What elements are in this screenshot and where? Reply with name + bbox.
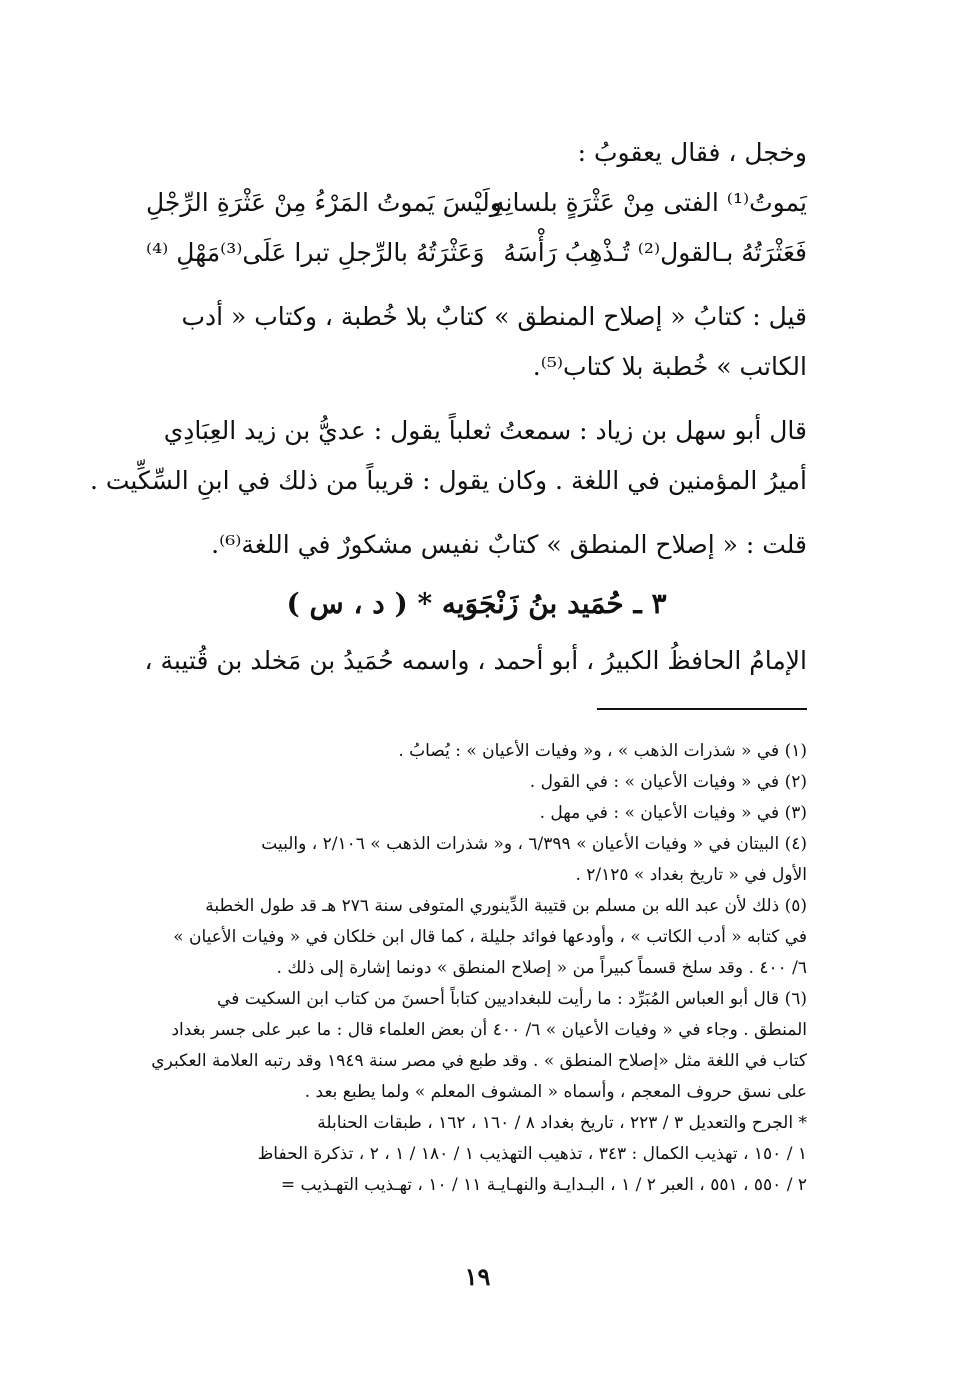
paragraph-3: قلت : « إصلاح المنطق » كتابٌ نفيس مشكورٌ في اللغة⁽⁶⁾.	[211, 530, 807, 559]
verse-line-2	[146, 228, 807, 278]
paragraph-1-line-1: قيل : كتابُ « إصلاح المنطق » كتابٌ بلا خُطبة ، وكتاب « أدب	[181, 302, 807, 331]
footnotes	[146, 736, 807, 1201]
page-number: ١٩	[464, 1262, 491, 1291]
footnote-line: (٤) البيتان في « وفيات الأعيان » ٦/٣٩٩ ، و« شذرات الذهب » ٢/١٠٦ ، والبيت	[261, 834, 807, 854]
paragraph-2-line-1: قال أبو سهل بن زياد : سمعتُ ثعلباً يقول : عديُّ بن زيد العِبَادِي	[163, 416, 807, 445]
intro-line: وخجل ، فقال يعقوبُ :	[577, 138, 807, 167]
footnote-line: الأول في « تاريخ بغداد » ٢/١٢٥ .	[575, 865, 807, 885]
footnote-line: (٢) في « وفيات الأعيان » : في القول .	[529, 772, 807, 792]
footnote-line: في كتابه « أدب الكاتب » ، وأودعها فوائد جليلة ، كما قال ابن خلكان في « وفيات الأعيان »	[173, 927, 807, 947]
paragraph-2-line-2: أميرُ المؤمنين في اللغة . وكان يقول : قريباً من ذلك في ابنِ السِّكِّيت .	[89, 466, 807, 495]
footnote-line: (٣) في « وفيات الأعيان » : في مهل .	[539, 803, 807, 823]
verse2-left-hemistich: وَعَثْرَتُهُ بالرِّجلِ تبرا عَلَى⁽³⁾مَهْلِ ⁽⁴⁾	[146, 238, 485, 267]
footnote-line: (٦) قال أبو العباس المُبَرِّد : ما رأيت للبغداديين كتاباً أحسنَ من كتاب ابن السكيت في	[217, 989, 807, 1009]
footnote-line: على نسق حروف المعجم ، وأسماه « المشوف المعلم » ولما يطبع بعد .	[304, 1082, 807, 1102]
entry-heading: ٣ ـ حُمَيد بنُ زَنْجَوَيه * ( د ، س )	[286, 587, 667, 620]
paragraph-4: الإمامُ الحافظُ الكبيرُ ، أبو أحمد ، واسمه حُمَيدُ بن مَخلد بن قُتيبة ،	[144, 646, 807, 675]
footnote-line: المنطق . وجاء في « وفيات الأعيان » ٦/ ٤٠٠ أن بعض العلماء قال : ما عبر على جسر بغداد	[171, 1020, 807, 1040]
verse1-left-hemistich: ولَيْسَ يَموتُ المَرْءُ مِنْ عَثْرَةِ الرِّجْلِ	[146, 188, 502, 217]
footnote-line: ٦/ ٤٠٠ . وقد سلخ قسماً كبيراً من « إصلاح المنطق » دونما إشارة إلى ذلك .	[276, 958, 807, 978]
paragraph-1-line-2: الكاتب » خُطبة بلا كتاب⁽⁵⁾.	[532, 352, 807, 381]
main-text	[89, 128, 807, 686]
footnote-line: (١) في « شذرات الذهب » ، و« وفيات الأعيان » : يُصابُ .	[398, 741, 807, 761]
verse2-right-hemistich: فَعَثْرَتُهُ بـالقول⁽²⁾ تُـذْهِبُ رَأْسَهُ	[503, 238, 807, 267]
footnote-line: (٥) ذلك لأن عبد الله بن مسلم بن قتيبة الدِّينوري المتوفى سنة ٢٧٦ هـ قد طول الخطبة	[205, 896, 807, 916]
footnote-divider	[597, 708, 807, 710]
verse1-right-hemistich: يَموتُ⁽¹⁾ الفتى مِنْ عَثْرَةٍ بلسانِهِ	[492, 188, 807, 217]
verse-line-1	[146, 178, 807, 228]
footnote-line: ١ / ١٥٠ ، تهذيب الكمال : ٣٤٣ ، تذهيب التهذيب ١ / ١٨٠ / ١ ، ٢ ، تذكرة الحفاظ	[257, 1144, 807, 1164]
footnote-line: كتاب في اللغة مثل «إصلاح المنطق » . وقد طبع في مصر سنة ١٩٤٩ وقد رتبه العلامة العكبري	[151, 1051, 807, 1071]
footnote-line: ٢ / ٥٥٠ ، ٥٥١ ، العبر ٢ / ١ ، البـدايـة والنهـايـة ١١ / ١٠ ، تهـذيب التهـذيب =	[280, 1175, 807, 1195]
footnote-line: * الجرح والتعديل ٣ / ٢٢٣ ، تاريخ بغداد ٨ / ١٦٠ ، ١٦٢ ، طبقات الحنابلة	[317, 1113, 807, 1133]
